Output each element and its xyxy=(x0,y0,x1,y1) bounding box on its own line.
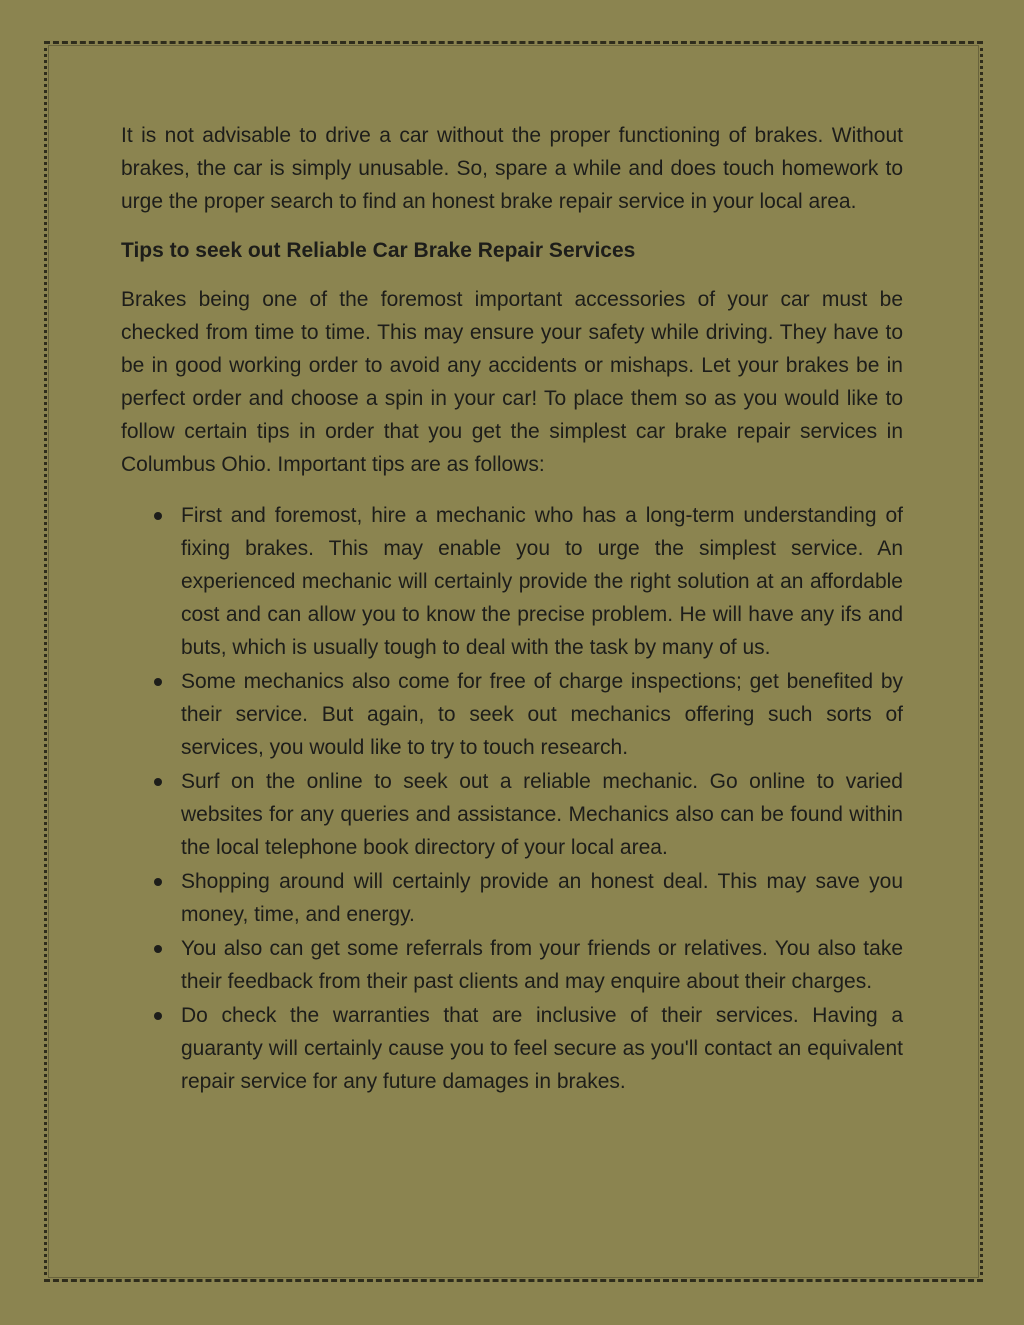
list-item xyxy=(121,865,903,931)
list-item xyxy=(121,499,903,664)
body-paragraph: Brakes being one of the foremost important accessories of your car must be checked from time to time. This may ensure your safety while driving. They have to be in good working order to avoid any accidents or mishaps. Let your brakes be in perfect order and choose a spin in your car! To place them so as you would like to follow certain tips in order that you get the simplest car brake repair services in Columbus Ohio. Important tips are as follows: xyxy=(121,288,903,476)
bullet-icon xyxy=(154,512,162,520)
list-item-text: Do check the warranties that are inclusive of their services. Having a guaranty will certainly cause you to feel secure as you'll contact an equivalent repair service for any future damages in brakes. xyxy=(181,1004,903,1093)
list-item-text: Surf on the online to seek out a reliable mechanic. Go online to varied websites for any queries and assistance. Mechanics also can be found within the local telephone book directory of your local area. xyxy=(181,770,903,859)
tips-list xyxy=(121,499,903,1098)
bullet-icon xyxy=(154,1012,162,1020)
bullet-icon xyxy=(154,678,162,686)
list-item-text: First and foremost, hire a mechanic who has a long-term understanding of fixing brakes. This may enable you to urge the simplest service. An experienced mechanic will certainly provide the right solution at an affordable cost and can allow you to know the precise problem. He will have any ifs and buts, which is usually tough to deal with the task by many of us. xyxy=(181,504,903,659)
list-item-text: You also can get some referrals from your friends or relatives. You also take their feedback from their past clients and may enquire about their charges. xyxy=(181,937,903,993)
bullet-icon xyxy=(154,878,162,886)
list-item-text: Some mechanics also come for free of charge inspections; get benefited by their service. But again, to seek out mechanics offering such sorts of services, you would like to try to touch research. xyxy=(181,670,903,759)
list-item-text: Shopping around will certainly provide an honest deal. This may save you money, time, and energy. xyxy=(181,870,903,926)
list-item xyxy=(121,665,903,764)
list-item xyxy=(121,765,903,864)
list-item xyxy=(121,999,903,1098)
document-body xyxy=(121,119,903,1099)
list-item xyxy=(121,932,903,998)
bullet-icon xyxy=(154,778,162,786)
intro-paragraph: It is not advisable to drive a car without the proper functioning of brakes. Without brakes, the car is simply unusable. So, spare a while and does touch homework to urge the proper search to find an honest brake repair service in your local area. xyxy=(121,124,903,213)
section-heading: Tips to seek out Reliable Car Brake Repair Services xyxy=(121,239,636,262)
bullet-icon xyxy=(154,945,162,953)
